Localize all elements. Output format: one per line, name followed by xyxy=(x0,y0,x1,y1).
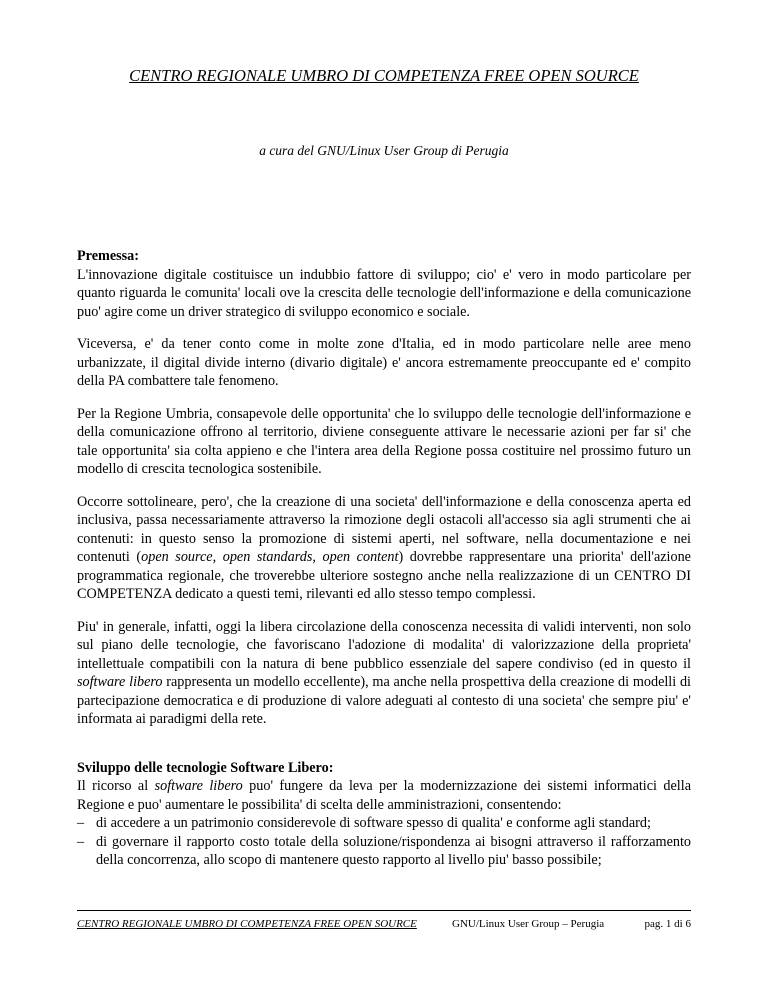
paragraph xyxy=(77,777,691,814)
page-footer xyxy=(77,910,691,930)
paragraph: Viceversa, e' da tener conto come in molte zone d'Italia, ed in modo particolare nelle aree meno urbanizzate, il digital divide interno (divario digitale) e' ancora estremamente preoccupante ed e' compito della PA combattere tale fenomeno. xyxy=(77,336,691,389)
section-heading-sviluppo: Sviluppo delle tecnologie Software Libero: xyxy=(77,759,334,776)
text-run: Il ricorso al xyxy=(77,778,155,794)
list-item-text: di accedere a un patrimonio considerevole di software spesso di qualita' e conforme agli standard; xyxy=(96,815,651,831)
footer-author: GNU/Linux User Group – Perugia xyxy=(452,918,605,930)
section-sviluppo xyxy=(77,759,691,870)
paragraph xyxy=(77,618,691,729)
text-run: Piu' in generale, infatti, oggi la libera circolazione della conoscenza necessita di validi interventi, non solo sul piano delle tecnologie, che favoriscano l'adozione di modalita' di valorizzazione della proprieta' intellettuale compatibili con la natura di bene pubblico essenziale del sapere condiviso (ed in questo il xyxy=(77,618,691,672)
page-number: pag. 1 di 6 xyxy=(644,918,691,930)
paragraph: L'innovazione digitale costituisce un indubbio fattore di sviluppo; cio' e' vero in modo particolare per quanto riguarda le comunita' locali ove la crescita delle tecnologie dell'informazione e della comunicazione puo' agire come un driver strategico di sviluppo economico e sociale. xyxy=(77,266,691,320)
bullet-dash: – xyxy=(77,815,85,831)
list-item xyxy=(77,814,691,833)
emphasis-text: software libero xyxy=(77,674,163,690)
text-run: rappresenta un modello eccellente), ma anche nella prospettiva della creazione di modelli di partecipazione democratica e di produzione di valore adeguati al contesto di una societa' che sempre piu' e' informata ai paradigmi della rete. xyxy=(77,674,692,727)
document-body xyxy=(77,247,691,870)
emphasis-text: software libero xyxy=(154,778,243,794)
paragraph: Per la Regione Umbria, consapevole delle opportunita' che lo sviluppo delle tecnologie dell'informazione e della comunicazione offrono al territorio, diviene conseguente attivare le necessarie azioni per far si' che tale opportunita' sia colta appieno e che l'intera area della Regione possa costituire nel prossimo futuro un modello di crescita tecnologica sostenibile. xyxy=(77,405,691,477)
bullet-list xyxy=(77,814,691,870)
text-run: puo' fungere da leva per la modernizzazione dei sistemi informatici della Regione e puo' aumentare le possibilita' di scelta delle amministrazioni, consentendo: xyxy=(77,778,691,813)
list-item-text: di governare il rapporto costo totale della soluzione/rispondenza ai bisogni attraverso il rafforzamento della concorrenza, allo scopo di mantenere questo rapporto al livello piu' basso possibile; xyxy=(96,833,691,868)
text-run: Occorre sottolineare, pero', che la creazione di una societa' dell'informazione e della conoscenza aperta ed inclusiva, passa necessariamente attraverso la rimozione degli ostacoli all'accesso sia agli strumenti che ai contenuti: in questo senso la promozione di sistemi aperti, nel software, nella documentazione e nei contenuti ( xyxy=(77,493,691,565)
emphasis-text: open source, open standards, open content xyxy=(141,549,399,565)
footer-title: CENTRO REGIONALE UMBRO DI COMPETENZA FREE OPEN SOURCE xyxy=(77,918,417,930)
document-title: CENTRO REGIONALE UMBRO DI COMPETENZA FREE OPEN SOURCE xyxy=(129,66,639,85)
bullet-dash: – xyxy=(77,833,85,850)
list-item xyxy=(77,833,691,870)
document-subtitle: a cura del GNU/Linux User Group di Perugia xyxy=(259,143,509,158)
text-run: ) dovrebbe rappresentare una priorita' dell'azione programmatica regionale, che troverebbe ulteriore sostegno anche nella realizzazione di un CENTRO DI COMPETENZA dedicato a questi temi, rilevanti ed allo stesso tempo complessi. xyxy=(77,549,691,602)
paragraph xyxy=(77,493,691,604)
section-heading-premessa: Premessa: xyxy=(77,248,139,264)
